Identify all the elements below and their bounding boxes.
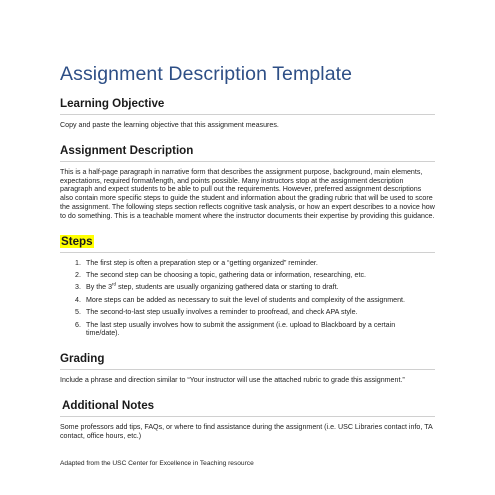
grading-text: Include a phrase and direction similar to “Your instructor will use the attached rubric to grade this assignment.” bbox=[60, 376, 405, 385]
learning-objective-section bbox=[60, 96, 435, 130]
step-number: 4. bbox=[75, 295, 81, 304]
page-title: Assignment Description Template bbox=[60, 63, 353, 85]
additional-notes-text: Some professors add tips, FAQs, or where to find assistance during the assignment (i.e. USC Libraries contact info, TA contact, office hours, etc.) bbox=[60, 422, 433, 440]
list-item bbox=[60, 296, 435, 305]
step-text: More steps can be added as necessary to suit the level of students and complexity of the assignment. bbox=[86, 295, 406, 304]
assignment-description-heading: Assignment Description bbox=[60, 143, 435, 162]
learning-objective-heading: Learning Objective bbox=[60, 96, 435, 115]
step-text: The second-to-last step usually involves a reminder to proofread, and check APA style. bbox=[86, 308, 358, 317]
list-item bbox=[60, 283, 435, 292]
additional-notes-heading: Additional Notes bbox=[60, 398, 435, 417]
step-text: The last step usually involves how to submit the assignment (i.e. upload to Blackboard by a certain time/date). bbox=[86, 320, 396, 338]
step-text bbox=[86, 283, 435, 292]
steps-section bbox=[60, 234, 435, 339]
step-number: 2. bbox=[75, 270, 81, 279]
step-number: 5. bbox=[75, 308, 81, 317]
list-item bbox=[60, 321, 435, 339]
assignment-description-section bbox=[60, 143, 435, 221]
step-text: The second step can be choosing a topic, gathering data or information, researching, etc. bbox=[86, 270, 366, 279]
step-text-post: step, students are usually organizing gathered data or starting to draft. bbox=[116, 283, 339, 292]
step-text-pre: By the 3 bbox=[86, 283, 113, 292]
assignment-description-text: This is a half-page paragraph in narrative form that describes the assignment purpose, background, main elements, expectations, required format/length, and points possible. Many instructors stop at the assignment description paragraph and expect students to be able to pull out the requirements. However, preferred assignment descriptions also contain more specific steps to guide the student and information about the grading rubric that will be used to score the assignment. The following steps section reflects cognitive task analysis, or how an expert describes to a novice how to do something. This is a teachable moment where the instructor documents their expertise by providing this guidance. bbox=[60, 167, 435, 220]
steps-heading bbox=[60, 234, 435, 253]
list-item bbox=[60, 259, 435, 268]
steps-heading-highlight: Steps bbox=[61, 234, 93, 248]
steps-list bbox=[60, 259, 435, 339]
list-item bbox=[60, 308, 435, 317]
grading-section bbox=[60, 351, 435, 385]
step-text-superscript: rd bbox=[112, 282, 117, 287]
learning-objective-text: Copy and paste the learning objective that this assignment measures. bbox=[60, 121, 279, 129]
list-item bbox=[60, 271, 435, 280]
grading-heading: Grading bbox=[60, 351, 435, 370]
attribution-footer: Adapted from the USC Center for Excellence in Teaching resource bbox=[60, 459, 254, 467]
additional-notes-section bbox=[60, 398, 435, 441]
step-text: The first step is often a preparation step or a “getting organized” reminder. bbox=[86, 258, 318, 267]
step-number: 6. bbox=[75, 320, 81, 329]
step-number: 3. bbox=[75, 283, 81, 292]
step-number: 1. bbox=[75, 258, 81, 267]
